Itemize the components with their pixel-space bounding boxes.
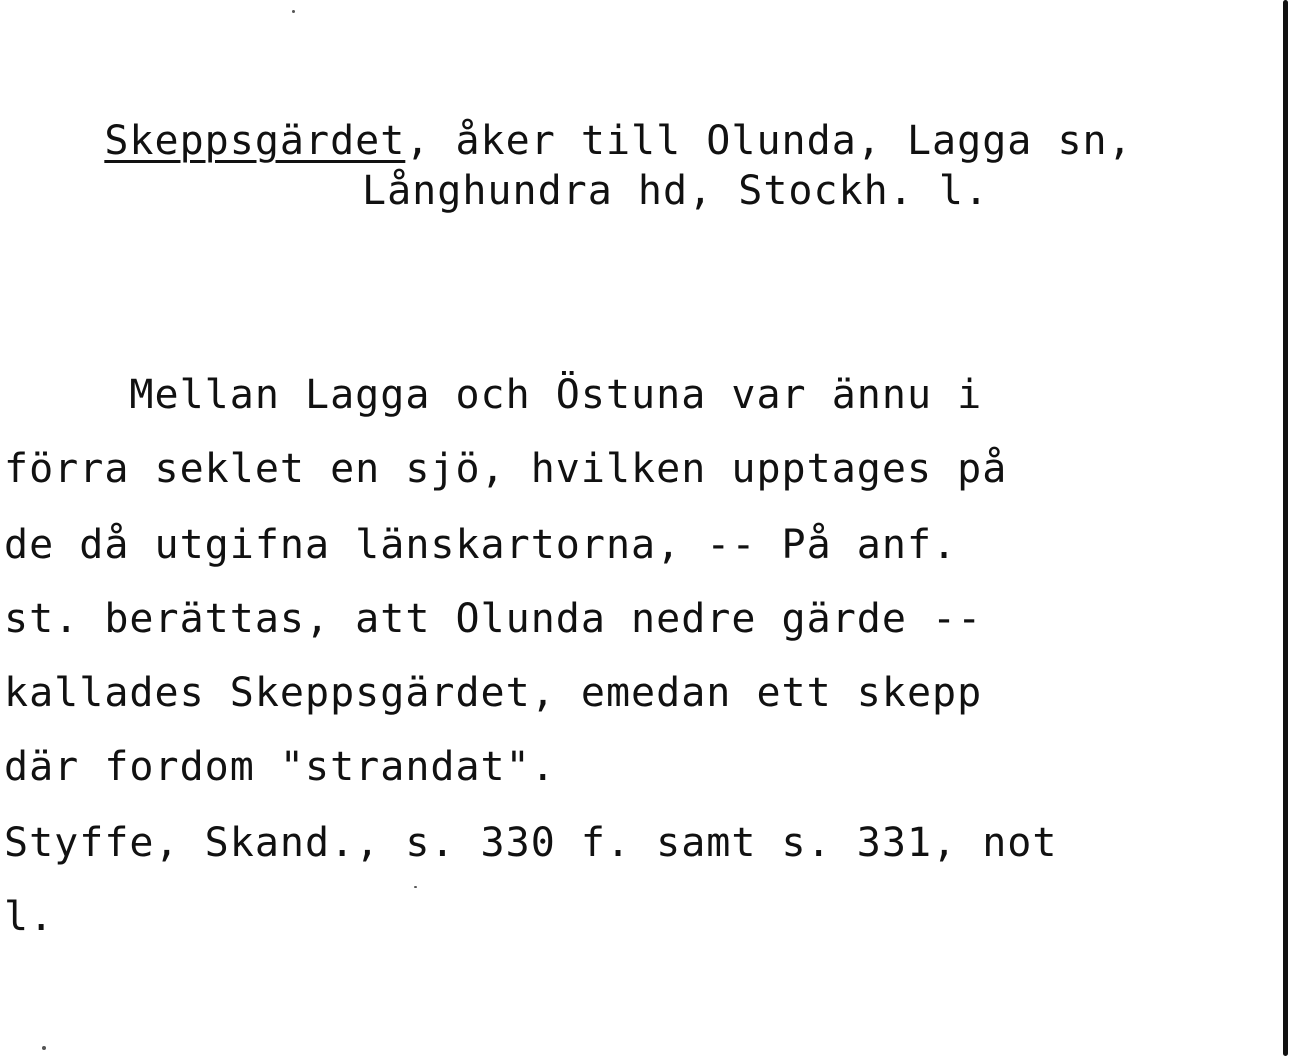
- body-line: Mellan Lagga och Östuna var ännu i: [4, 372, 983, 418]
- citation-line: Styffe, Skand., s. 330 f. samt s. 331, not: [4, 820, 1058, 866]
- body-line: kallades Skeppsgärdet, emedan ett skepp: [4, 670, 983, 716]
- scan-speck: [292, 10, 295, 13]
- card-edge: [1283, 0, 1288, 1056]
- body-line: där fordom "strandat".: [4, 744, 556, 790]
- scan-speck: [42, 1046, 46, 1050]
- citation-line: l.: [4, 894, 55, 940]
- heading-location: , åker till Olunda, Lagga sn,: [405, 118, 1133, 164]
- body-line: de då utgifna länskartorna, -- På anf.: [4, 522, 958, 568]
- body-line: st. berättas, att Olunda nedre gärde --: [4, 596, 983, 642]
- heading-line-2: Långhundra hd, Stockh. l.: [362, 168, 990, 214]
- headword: Skeppsgärdet: [104, 118, 406, 164]
- scan-speck: [414, 886, 417, 888]
- body-line: förra seklet en sjö, hvilken upptages på: [4, 446, 1008, 492]
